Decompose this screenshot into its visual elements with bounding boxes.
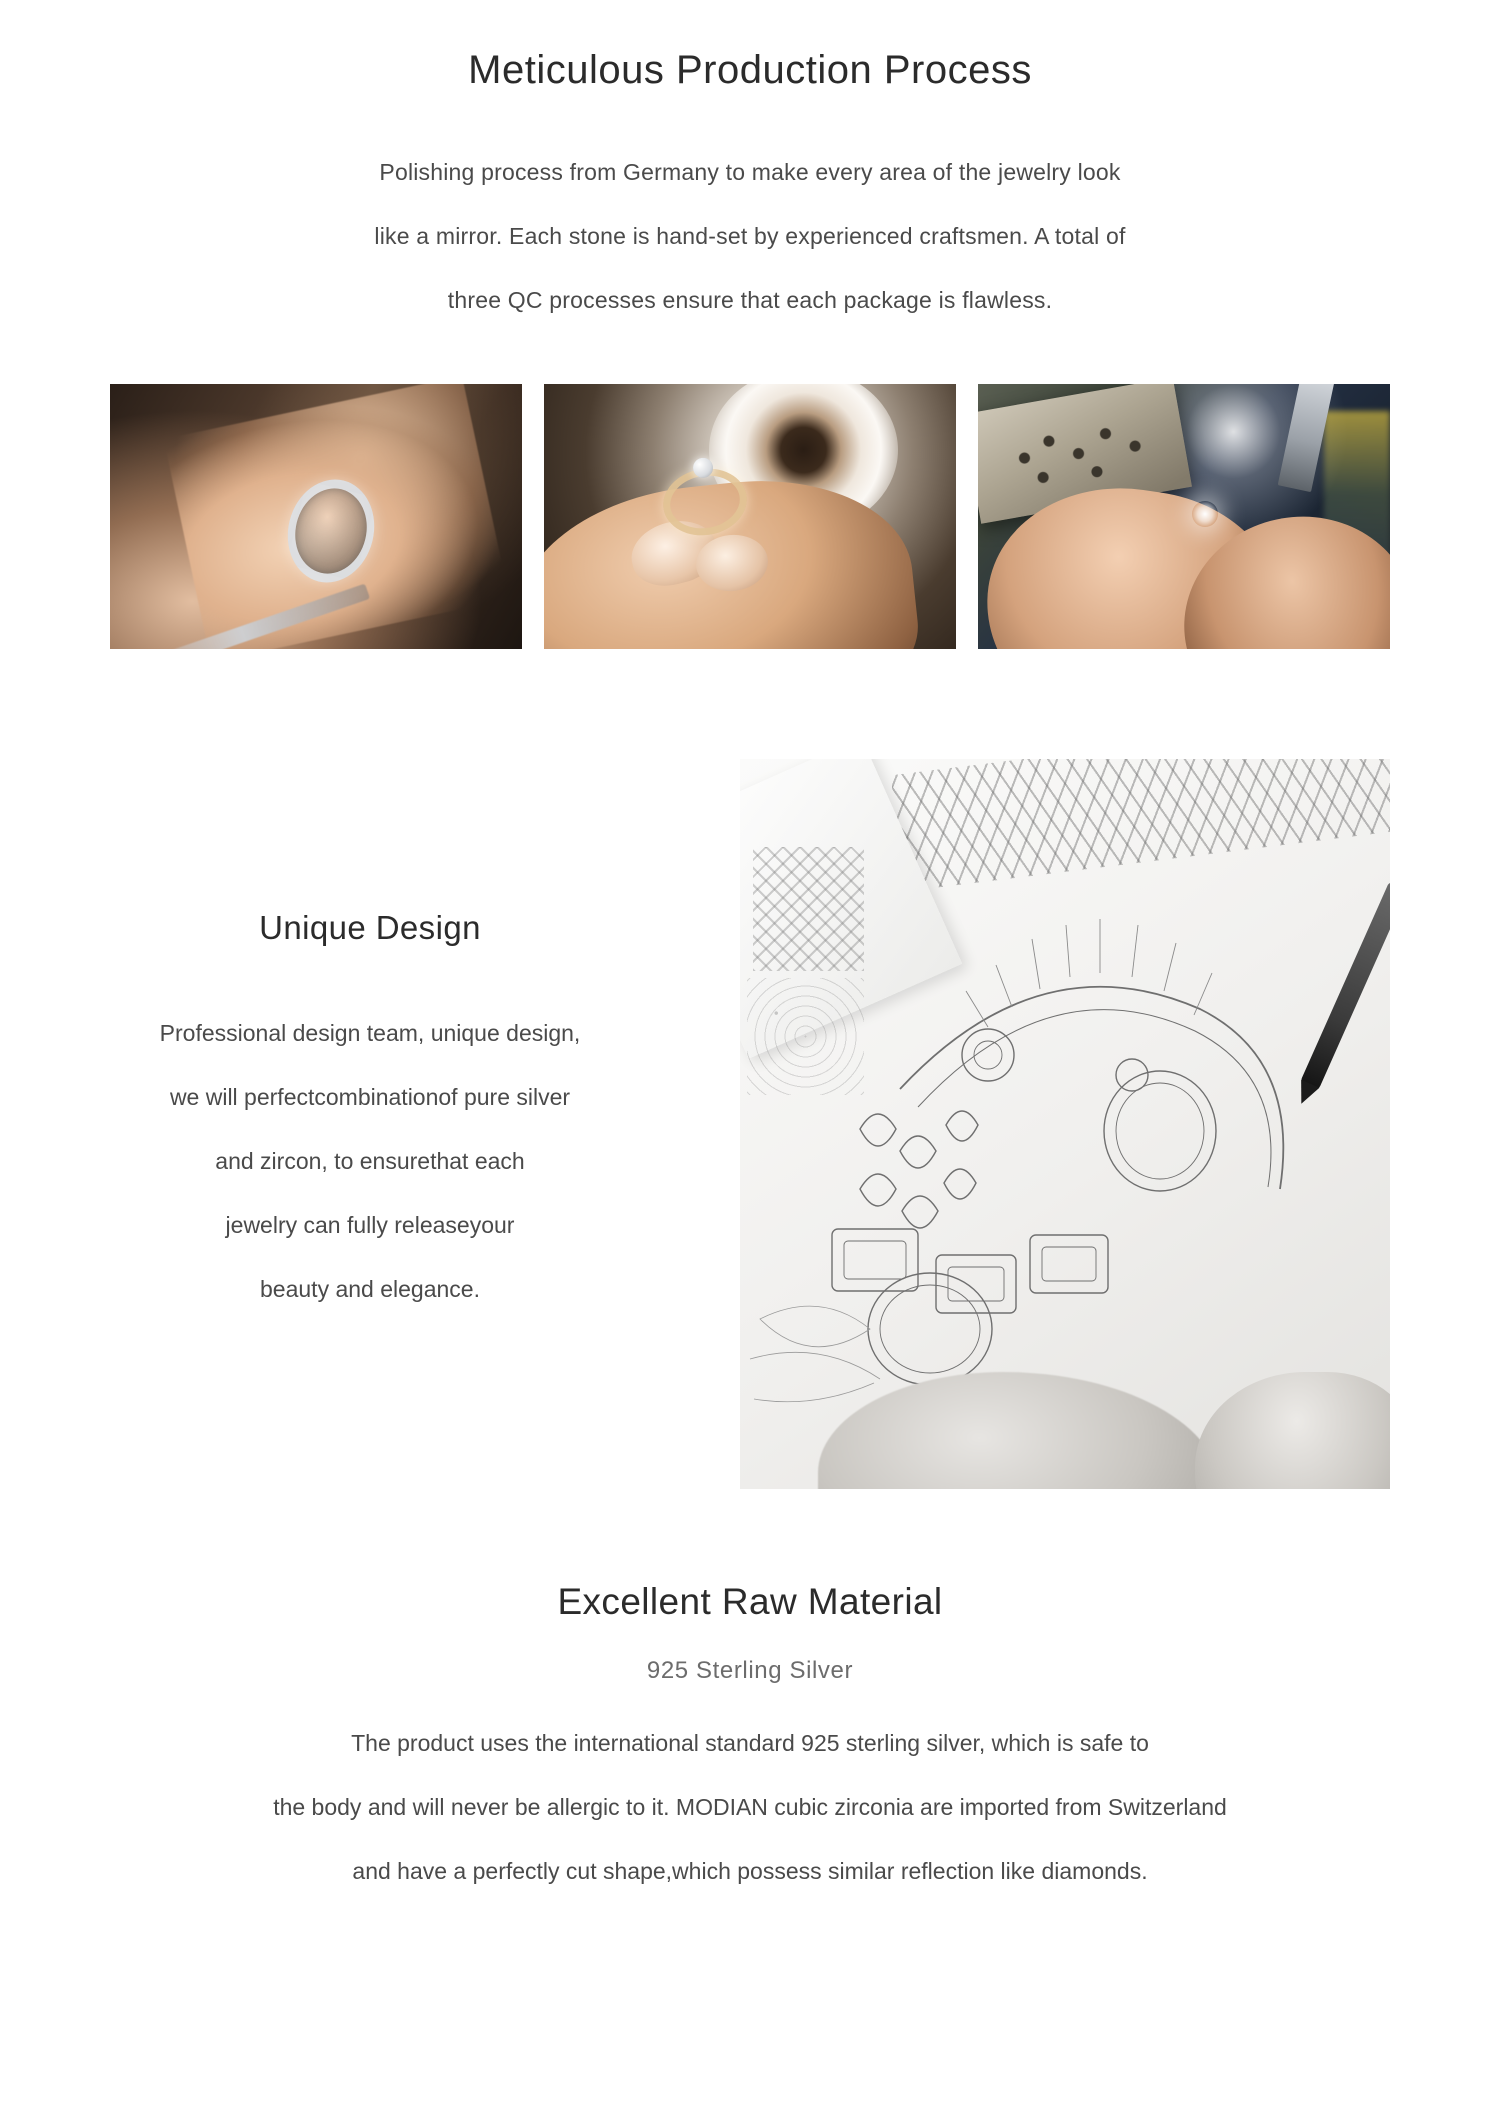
paragraph-line: like a mirror. Each stone is hand-set by experienced craftsmen. A total of <box>374 223 1126 249</box>
paragraph-line: and zircon, to ensurethat each <box>215 1148 525 1174</box>
production-photo-row <box>80 384 1420 649</box>
paragraph-line: Polishing process from Germany to make every area of the jewelry look <box>379 159 1121 185</box>
paragraph-line: jewelry can fully releaseyour <box>225 1212 515 1238</box>
paragraph-line: Professional design team, unique design, <box>159 1020 581 1046</box>
design-text-block <box>0 909 740 1321</box>
production-paragraph <box>245 140 1255 332</box>
section-production-process <box>0 0 1500 649</box>
material-subtitle: 925 Sterling Silver <box>646 1657 854 1684</box>
material-title: Excellent Raw Material <box>557 1581 943 1622</box>
photo-polishing-wheel <box>544 384 956 649</box>
section-raw-material <box>0 1581 1500 1963</box>
photo-craftsman-holding-ring <box>110 384 522 649</box>
gemstone-sparkle <box>1192 501 1218 527</box>
pliers-shape <box>139 584 370 649</box>
page-title: Meticulous Production Process <box>468 48 1032 92</box>
material-paragraph <box>85 1711 1415 1903</box>
paragraph-line: we will perfectcombinationof pure silver <box>169 1084 571 1110</box>
photo-design-sketches <box>740 759 1390 1489</box>
photo-stone-setting <box>978 384 1390 649</box>
paragraph-line: the body and will never be allergic to it. MODIAN cubic zirconia are imported from Switzerland <box>273 1794 1227 1820</box>
design-title: Unique Design <box>259 909 481 946</box>
paragraph-line: and have a perfectly cut shape,which possess similar reflection like diamonds. <box>352 1858 1148 1884</box>
paragraph-line: beauty and elegance. <box>260 1276 480 1302</box>
design-paragraph <box>0 1001 740 1321</box>
paragraph-line: three QC processes ensure that each package is flawless. <box>447 287 1053 313</box>
paragraph-line: The product uses the international standard 925 sterling silver, which is safe to <box>351 1730 1149 1756</box>
section-unique-design <box>0 759 1500 1489</box>
